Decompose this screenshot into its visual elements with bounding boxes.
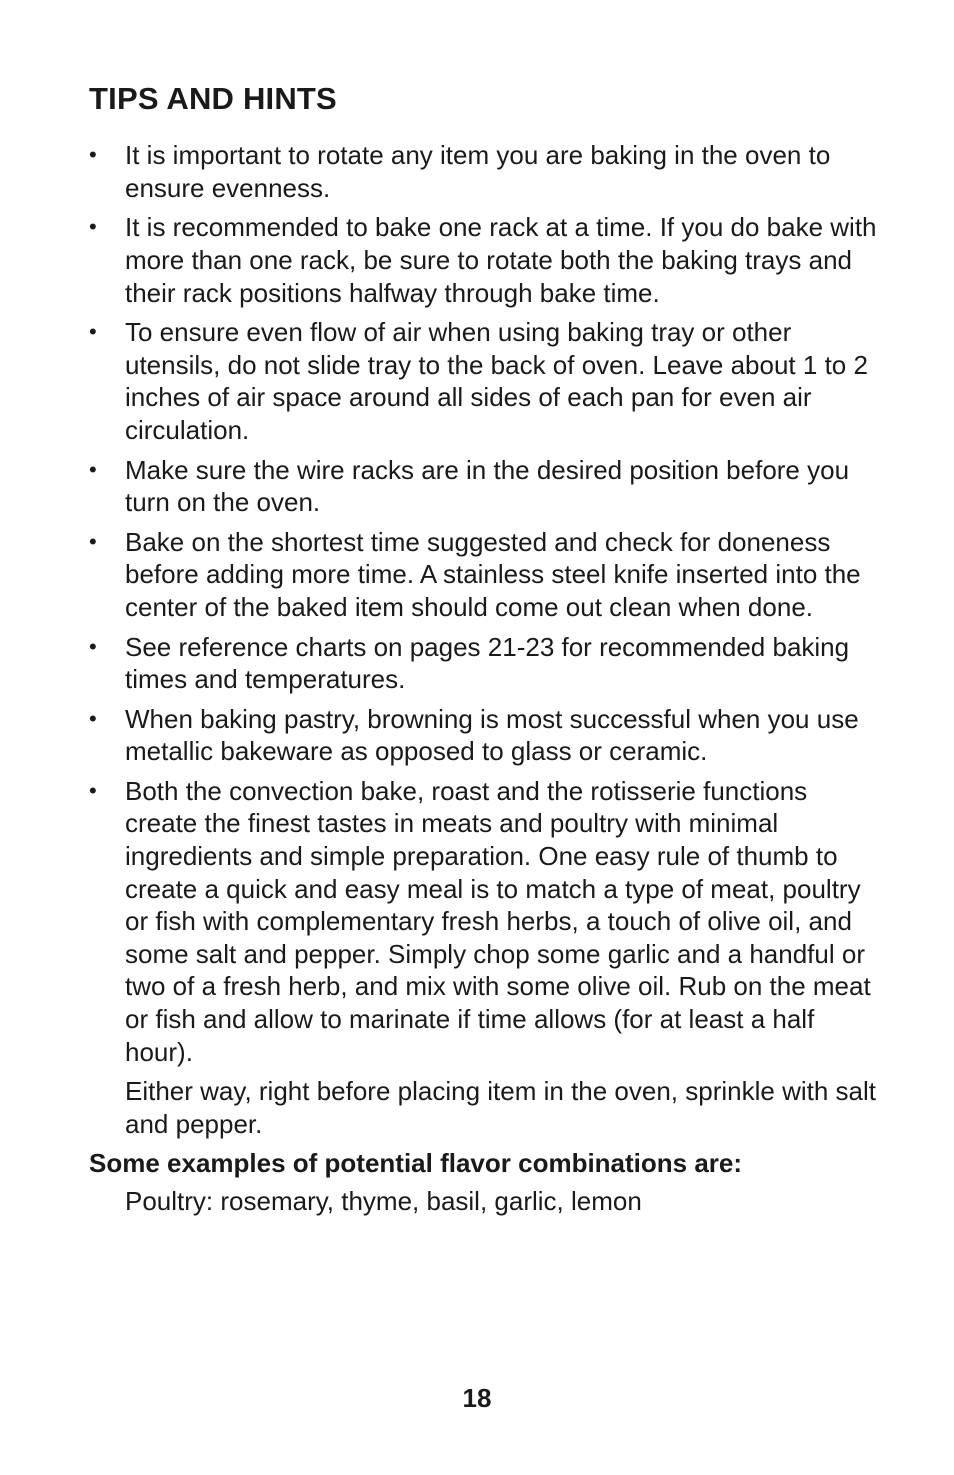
tip-text: Make sure the wire racks are in the desired position before you turn on the oven. [125,454,850,518]
tip-item-2 [89,211,879,309]
bullet-icon: • [89,633,97,659]
bullet-icon: • [89,456,97,482]
tip-item-5 [89,526,879,624]
tip-item-6 [89,631,879,696]
tip-text: When baking pastry, browning is most successful when you use metallic bakeware as opposed to glass or ceramic. [125,703,859,767]
bullet-icon: • [89,214,97,240]
tip-item-8 [89,775,879,1141]
tips-list [89,139,879,1140]
tip-text: It is recommended to bake one rack at a time. If you do bake with more than one rack, be sure to rotate both the baking trays and their rack positions halfway through bake time. [125,212,877,308]
bullet-icon: • [89,705,97,731]
tip-text: Bake on the shortest time suggested and check for doneness before adding more time. A stainless steel knife inserted into the center of the baked item should come out clean when done. [125,526,861,622]
tip-item-1 [89,139,879,204]
tip-text: To ensure even flow of air when using baking tray or other utensils, do not slide tray to the back of oven. Leave about 1 to 2 inches of air space around all sides of each pan for even air circulation. [125,317,868,445]
tip-item-3 [89,316,879,446]
page-title: TIPS AND HINTS [89,81,337,116]
examples-heading: Some examples of potential flavor combinations are: [89,1148,743,1179]
bullet-icon: • [89,528,97,554]
tip-item-4 [89,454,879,519]
tip-text: Both the convection bake, roast and the rotisserie functions create the finest tastes in meats and poultry with minimal ingredients and simple preparation. One easy rule of thumb to create a quick and easy meal is to match a type of meat, poultry or fish with complementary fresh herbs, a touch of olive oil, and some salt and pepper. Simply chop some garlic and a handful or two of a fresh herb, and mix with some olive oil. Rub on the meat or fish and allow to marinate if time allows (for at least a half hour). [125,775,871,1067]
bullet-icon: • [89,777,97,803]
bullet-icon: • [89,142,97,168]
examples-line: Poultry: rosemary, thyme, basil, garlic, lemon [125,1186,642,1217]
tip-text: See reference charts on pages 21-23 for recommended baking times and temperatures. [125,631,850,695]
tip-extra-text: Either way, right before placing item in the oven, sprinkle with salt and pepper. [125,1076,876,1139]
tip-item-7 [89,703,879,768]
page-number: 18 [462,1383,492,1413]
document-page [89,80,879,1217]
bullet-icon: • [89,319,97,345]
tip-text: It is important to rotate any item you are baking in the oven to ensure evenness. [125,140,831,203]
